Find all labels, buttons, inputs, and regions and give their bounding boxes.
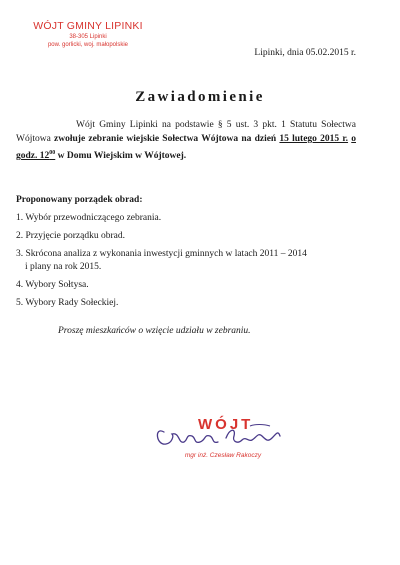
intro-convene: zwołuje zebranie wiejskie Sołectwa Wójtowa na dzień — [54, 134, 277, 144]
agenda-item — [16, 230, 366, 243]
agenda-item-continuation: i plany na rok 2015. — [25, 262, 102, 272]
meeting-place: w Domu Wiejskim w Wójtowej. — [57, 151, 187, 162]
meeting-time-minutes: 00 — [49, 150, 56, 156]
agenda-item-text: 5. Wybory Rady Sołeckiej. — [16, 298, 119, 308]
signature-block — [150, 406, 290, 476]
stamp-title: WÓJT GMINY LIPINKI — [33, 20, 143, 32]
meeting-date: 15 lutego 2015 r. — [279, 134, 349, 144]
agenda-item-text: 3. Skrócona analiza z wykonania inwestycji gminnych w latach 2011 – 2014 — [16, 249, 307, 259]
agenda-item-text: 2. Przyjęcie porządku obrad. — [16, 231, 125, 241]
stamp-region: pow. gorlicki, woj. małopolskie — [47, 42, 129, 48]
intro-paragraph — [16, 118, 356, 163]
agenda-item — [16, 297, 366, 310]
intro-text: Wójt Gminy Lipinki na podstawie § 5 ust. 3 pkt. 1 Statutu Sołectwa Wójtowa — [16, 120, 356, 144]
document-title: Zawiadomienie — [135, 89, 265, 105]
meeting-time-prefix: o godz. 12 — [16, 134, 356, 162]
stamp-address: 38-305 Lipinki — [69, 34, 107, 40]
agenda-heading: Proponowany porządek obrad: — [16, 195, 143, 205]
signature-stamp-title: WÓJT — [198, 416, 254, 433]
agenda-item — [16, 279, 366, 292]
signatory-name: mgr inż. Czesław Rakoczy — [184, 452, 262, 459]
closing-note: Proszę mieszkańców o wzięcie udziału w zebraniu. — [58, 326, 251, 336]
header-stamp — [22, 20, 154, 49]
agenda-list — [16, 212, 366, 315]
agenda-item-text: 4. Wybory Sołtysa. — [16, 280, 89, 290]
date-line: Lipinki, dnia 05.02.2015 r. — [254, 48, 356, 58]
agenda-item — [16, 212, 366, 225]
agenda-item-text: 1. Wybór przewodniczącego zebrania. — [16, 213, 162, 223]
agenda-item — [16, 248, 366, 274]
